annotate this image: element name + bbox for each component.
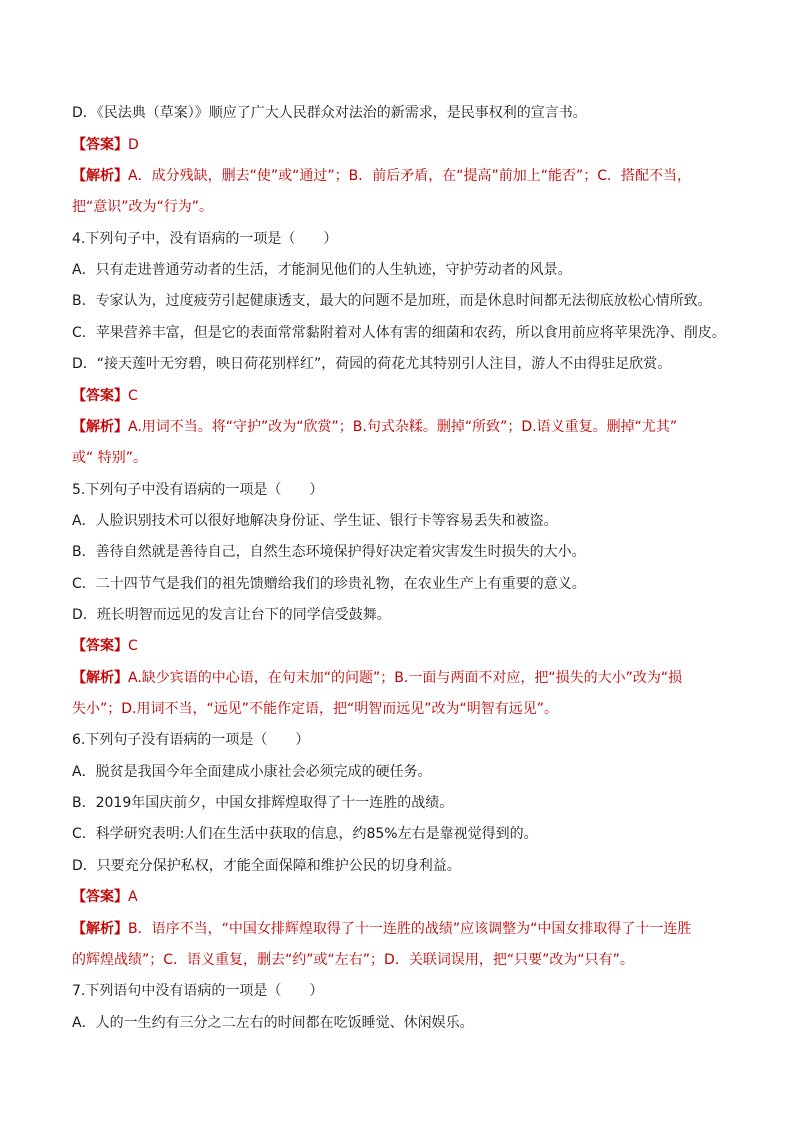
q5-explanation-cont: 失小”；D.用词不当，“远见”不能作定语，把“明智而远见”改为“明智有远见”。 <box>72 701 558 717</box>
answer-value: D <box>128 137 139 153</box>
q4-stem: 4.下列句子中，没有语病的一项是（ ） <box>72 231 338 247</box>
q6-option-c: C．科学研究表明:人们在生活中获取的信息，约85%左右是靠视觉得到的。 <box>72 826 538 842</box>
q6-option-a: A．脱贫是我国今年全面建成小康社会必须完成的硬任务。 <box>72 764 432 780</box>
answer-value: A <box>128 889 138 905</box>
explanation-text: B．语序不当，“中国女排辉煌取得了十一连胜的战绩”应该调整为“中国女排取得了十一连胜 <box>128 921 692 937</box>
answer-value: C <box>128 638 138 654</box>
q4-option-a: A．只有走进普通劳动者的生活，才能洞见他们的人生轨迹，守护劳动者的风景。 <box>72 262 572 278</box>
q3-explanation <box>72 167 732 185</box>
explanation-text: A.用词不当。将“守护”改为“欣赏”；B.句式杂糅。删掉“所致”；D.语义重复。删掉“尤其” <box>128 419 678 435</box>
q5-stem: 5.下列句子中没有语病的一项是（ ） <box>72 482 324 498</box>
explanation-tag: 【解析】 <box>72 670 128 686</box>
answer-tag: 【答案】 <box>72 388 128 404</box>
q4-answer <box>72 387 732 405</box>
q5-option-a: A．人脸识别技术可以很好地解决身份证、学生证、银行卡等容易丢失和被盗。 <box>72 513 558 529</box>
q7-option-a: A．人的一生约有三分之二左右的时间都在吃饭睡觉、休闲娱乐。 <box>72 1015 474 1031</box>
q6-option-d: D．只要充分保护私权，才能全面保障和维护公民的切身利益。 <box>72 858 461 874</box>
q6-stem: 6.下列句子没有语病的一项是（ ） <box>72 732 310 748</box>
q6-option-b: B．2019年国庆前夕，中国女排辉煌取得了十一连胜的战绩。 <box>72 795 454 811</box>
q6-explanation-cont: 的辉煌战绩”；C．语义重复，删去“约”或“左右”；D．关联词误用，把“只要”改为“只有”。 <box>72 952 634 968</box>
q6-explanation <box>72 920 732 938</box>
q4-explanation <box>72 418 732 436</box>
answer-tag: 【答案】 <box>72 638 128 654</box>
answer-tag: 【答案】 <box>72 889 128 905</box>
explanation-tag: 【解析】 <box>72 419 128 435</box>
answer-tag: 【答案】 <box>72 137 128 153</box>
q3-explanation-cont: 把“意识”改为“行为”。 <box>72 199 214 215</box>
answer-value: C <box>128 388 138 404</box>
q5-option-c: C．二十四节气是我们的祖先馈赠给我们的珍贵礼物，在农业生产上有重要的意义。 <box>72 576 586 592</box>
q5-option-d: D．班长明智而远见的发言让台下的同学信受鼓舞。 <box>72 607 391 623</box>
q4-explanation-cont: 或“ 特别”。 <box>72 450 147 466</box>
explanation-tag: 【解析】 <box>72 921 128 937</box>
q3-answer <box>72 136 732 154</box>
explanation-tag: 【解析】 <box>72 168 128 184</box>
q7-stem: 7.下列语句中没有语病的一项是（ ） <box>72 983 324 999</box>
explanation-text: A．成分残缺，删去“使”或“通过”；B．前后矛盾，在“提高”前加上“能否”；C．搭配不当， <box>128 168 691 184</box>
q3-option-d: D．《民法典（草案）》顺应了广大人民群众对法治的新需求，是民事权利的宣言书。 <box>72 105 587 121</box>
q4-option-c: C．苹果营养丰富，但是它的表面常常黏附着对人体有害的细菌和农药，所以食用前应将苹果洗净、削皮。 <box>72 325 726 341</box>
q4-option-d: D．“接天莲叶无穷碧，映日荷花别样红”，荷园的荷花尤其特别引人注目，游人不由得驻足欣赏。 <box>72 356 672 372</box>
q5-explanation <box>72 669 732 687</box>
q5-option-b: B．善待自然就是善待自己，自然生态环境保护得好决定着灾害发生时损失的大小。 <box>72 544 586 560</box>
q4-option-b: B．专家认为，过度疲劳引起健康透支，最大的问题不是加班，而是休息时间都无法彻底放松心情所致。 <box>72 293 712 309</box>
q5-answer <box>72 637 732 655</box>
explanation-text: A.缺少宾语的中心语，在句末加“的问题”；B.一面与两面不对应，把“损失的大小”改为“损 <box>128 670 683 686</box>
q6-answer <box>72 888 732 906</box>
